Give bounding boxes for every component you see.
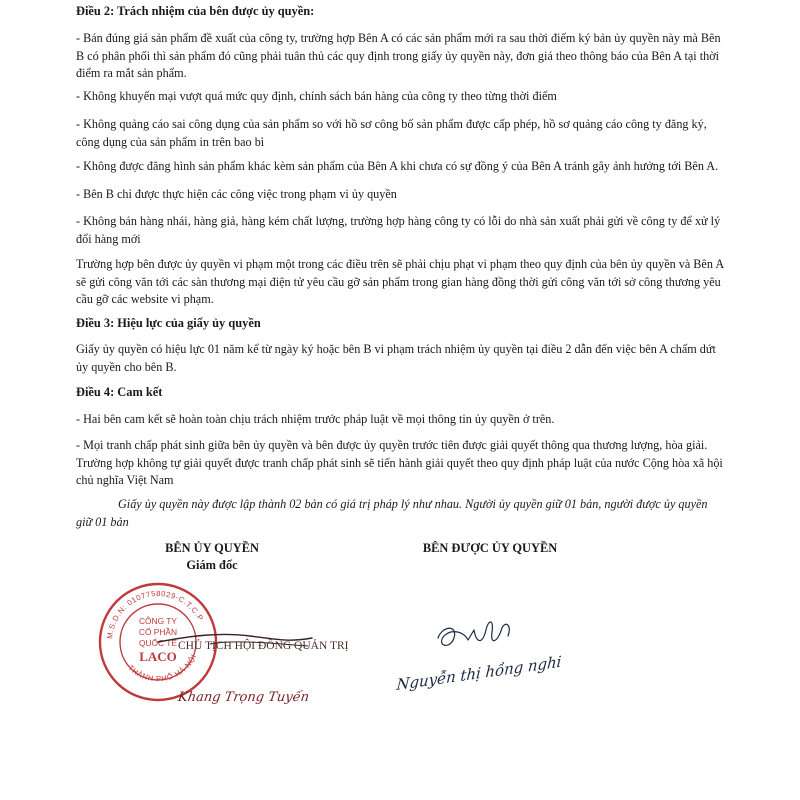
- article3-body: Giấy ủy quyền có hiệu lực 01 năm kể từ ngày ký hoặc bên B vi phạm trách nhiệm ủy quyền tại điều 2 dẫn đến việc bên A chấm dứt ủy quyền cho bên B.: [76, 342, 716, 374]
- stamp-line-2: CỔ PHẦN: [138, 627, 178, 637]
- party-a-signature-block: [142, 540, 282, 574]
- closing-note: Giấy ủy quyền này được lập thành 02 bản có giá trị pháp lý như nhau. Người ủy quyền giữ 01 bản, người được ủy quyền giữ 01 bản: [76, 497, 708, 529]
- article4-item-2: - Mọi tranh chấp phát sinh giữa bên ủy quyền và bên được ủy quyền trước tiên được giải quyết thông qua thương lượng, hòa giải. Trường hợp không tự giải quyết được tranh chấp phát sinh sẽ tiến hành giải quyết theo quy định pháp luật của nước Cộng hòa xã hội chủ nghĩa Việt Nam: [76, 438, 723, 487]
- party-a-position: Giám đốc: [186, 558, 238, 572]
- article4-heading: Điều 4: Cam kết: [76, 385, 163, 399]
- stamp-ring-text-top: M.S.D.N: 0107758029-C.T.C.P: [105, 588, 206, 640]
- party-a-representative-role: CHỦ TỊCH HỘI ĐỒNG QUẢN TRỊ: [178, 640, 349, 652]
- party-a-signer-name: Khang Trọng Tuyến: [176, 690, 311, 705]
- article2-item-5: - Bên B chỉ được thực hiện các công việc trong phạm vi ủy quyền: [76, 187, 397, 201]
- article2-item-3: - Không quảng cáo sai công dụng của sản phẩm so với hồ sơ công bố sản phẩm được cấp phép, hồ sơ quảng cáo công ty đăng ký, công dụng của sản phẩm in trên bao bì: [76, 117, 707, 149]
- article4-item-1: - Hai bên cam kết sẽ hoàn toàn chịu trách nhiệm trước pháp luật về mọi thông tin ủy quyền ở trên.: [76, 412, 555, 426]
- stamp-line-1: CÔNG TY: [138, 616, 178, 626]
- stamp-brand: LACO: [139, 649, 177, 664]
- article2-item-1: - Bán đúng giá sản phẩm đề xuất của công ty, trường hợp Bên A có các sản phẩm mới ra sau thời điểm ký bản ủy quyền này mà Bên B có phân phối thì sản phẩm đó cũng phải tuân thủ các quy định trong giấy ủy quyền này, đơn giá theo thông báo của Bên A tại thời điểm ra mắt sản phẩm.: [76, 31, 721, 80]
- article2-item-2: - Không khuyến mại vượt quá mức quy định, chính sách bán hàng của công ty theo từng thời điểm: [76, 89, 557, 103]
- article2-item-6: - Không bán hàng nhái, hàng giả, hàng kém chất lượng, trường hợp hàng công ty có lỗi do nhà sản xuất phải gửi về công ty để xử lý đổi hàng mới: [76, 214, 721, 246]
- article2-heading: Điều 2: Trách nhiệm của bên được ủy quyền:: [76, 4, 315, 18]
- stamp-line-3: QUỐC TẾ: [138, 638, 178, 648]
- stamp-ring-text-bottom: THÀNH PHỐ HÀ NỘI: [126, 652, 199, 684]
- party-b-signer-name: Nguyễn thị hồng nghi: [396, 652, 563, 694]
- party-a-title: BÊN ỦY QUYỀN: [165, 541, 259, 555]
- article2-item-4: - Không được đăng hình sản phẩm khác kèm sản phẩm của Bên A khi chưa có sự đồng ý của Bên A tránh gây ảnh hưởng tới Bên A.: [76, 159, 719, 173]
- party-b-title: BÊN ĐƯỢC ỦY QUYỀN: [422, 541, 558, 555]
- article3-heading: Điều 3: Hiệu lực của giấy ủy quyền: [76, 316, 261, 330]
- article2-violation-paragraph: Trường hợp bên được ủy quyền vi phạm một trong các điều trên sẽ phải chịu phạt vi phạm theo quy định của bên ủy quyền và Bên A sẽ gửi công văn tới các sàn thương mại điện tử yêu cầu gỡ sản phẩm trong gian hàng đồng thời gửi công văn tới sở công thương yêu cầu gỡ các website vi phạm.: [76, 257, 724, 306]
